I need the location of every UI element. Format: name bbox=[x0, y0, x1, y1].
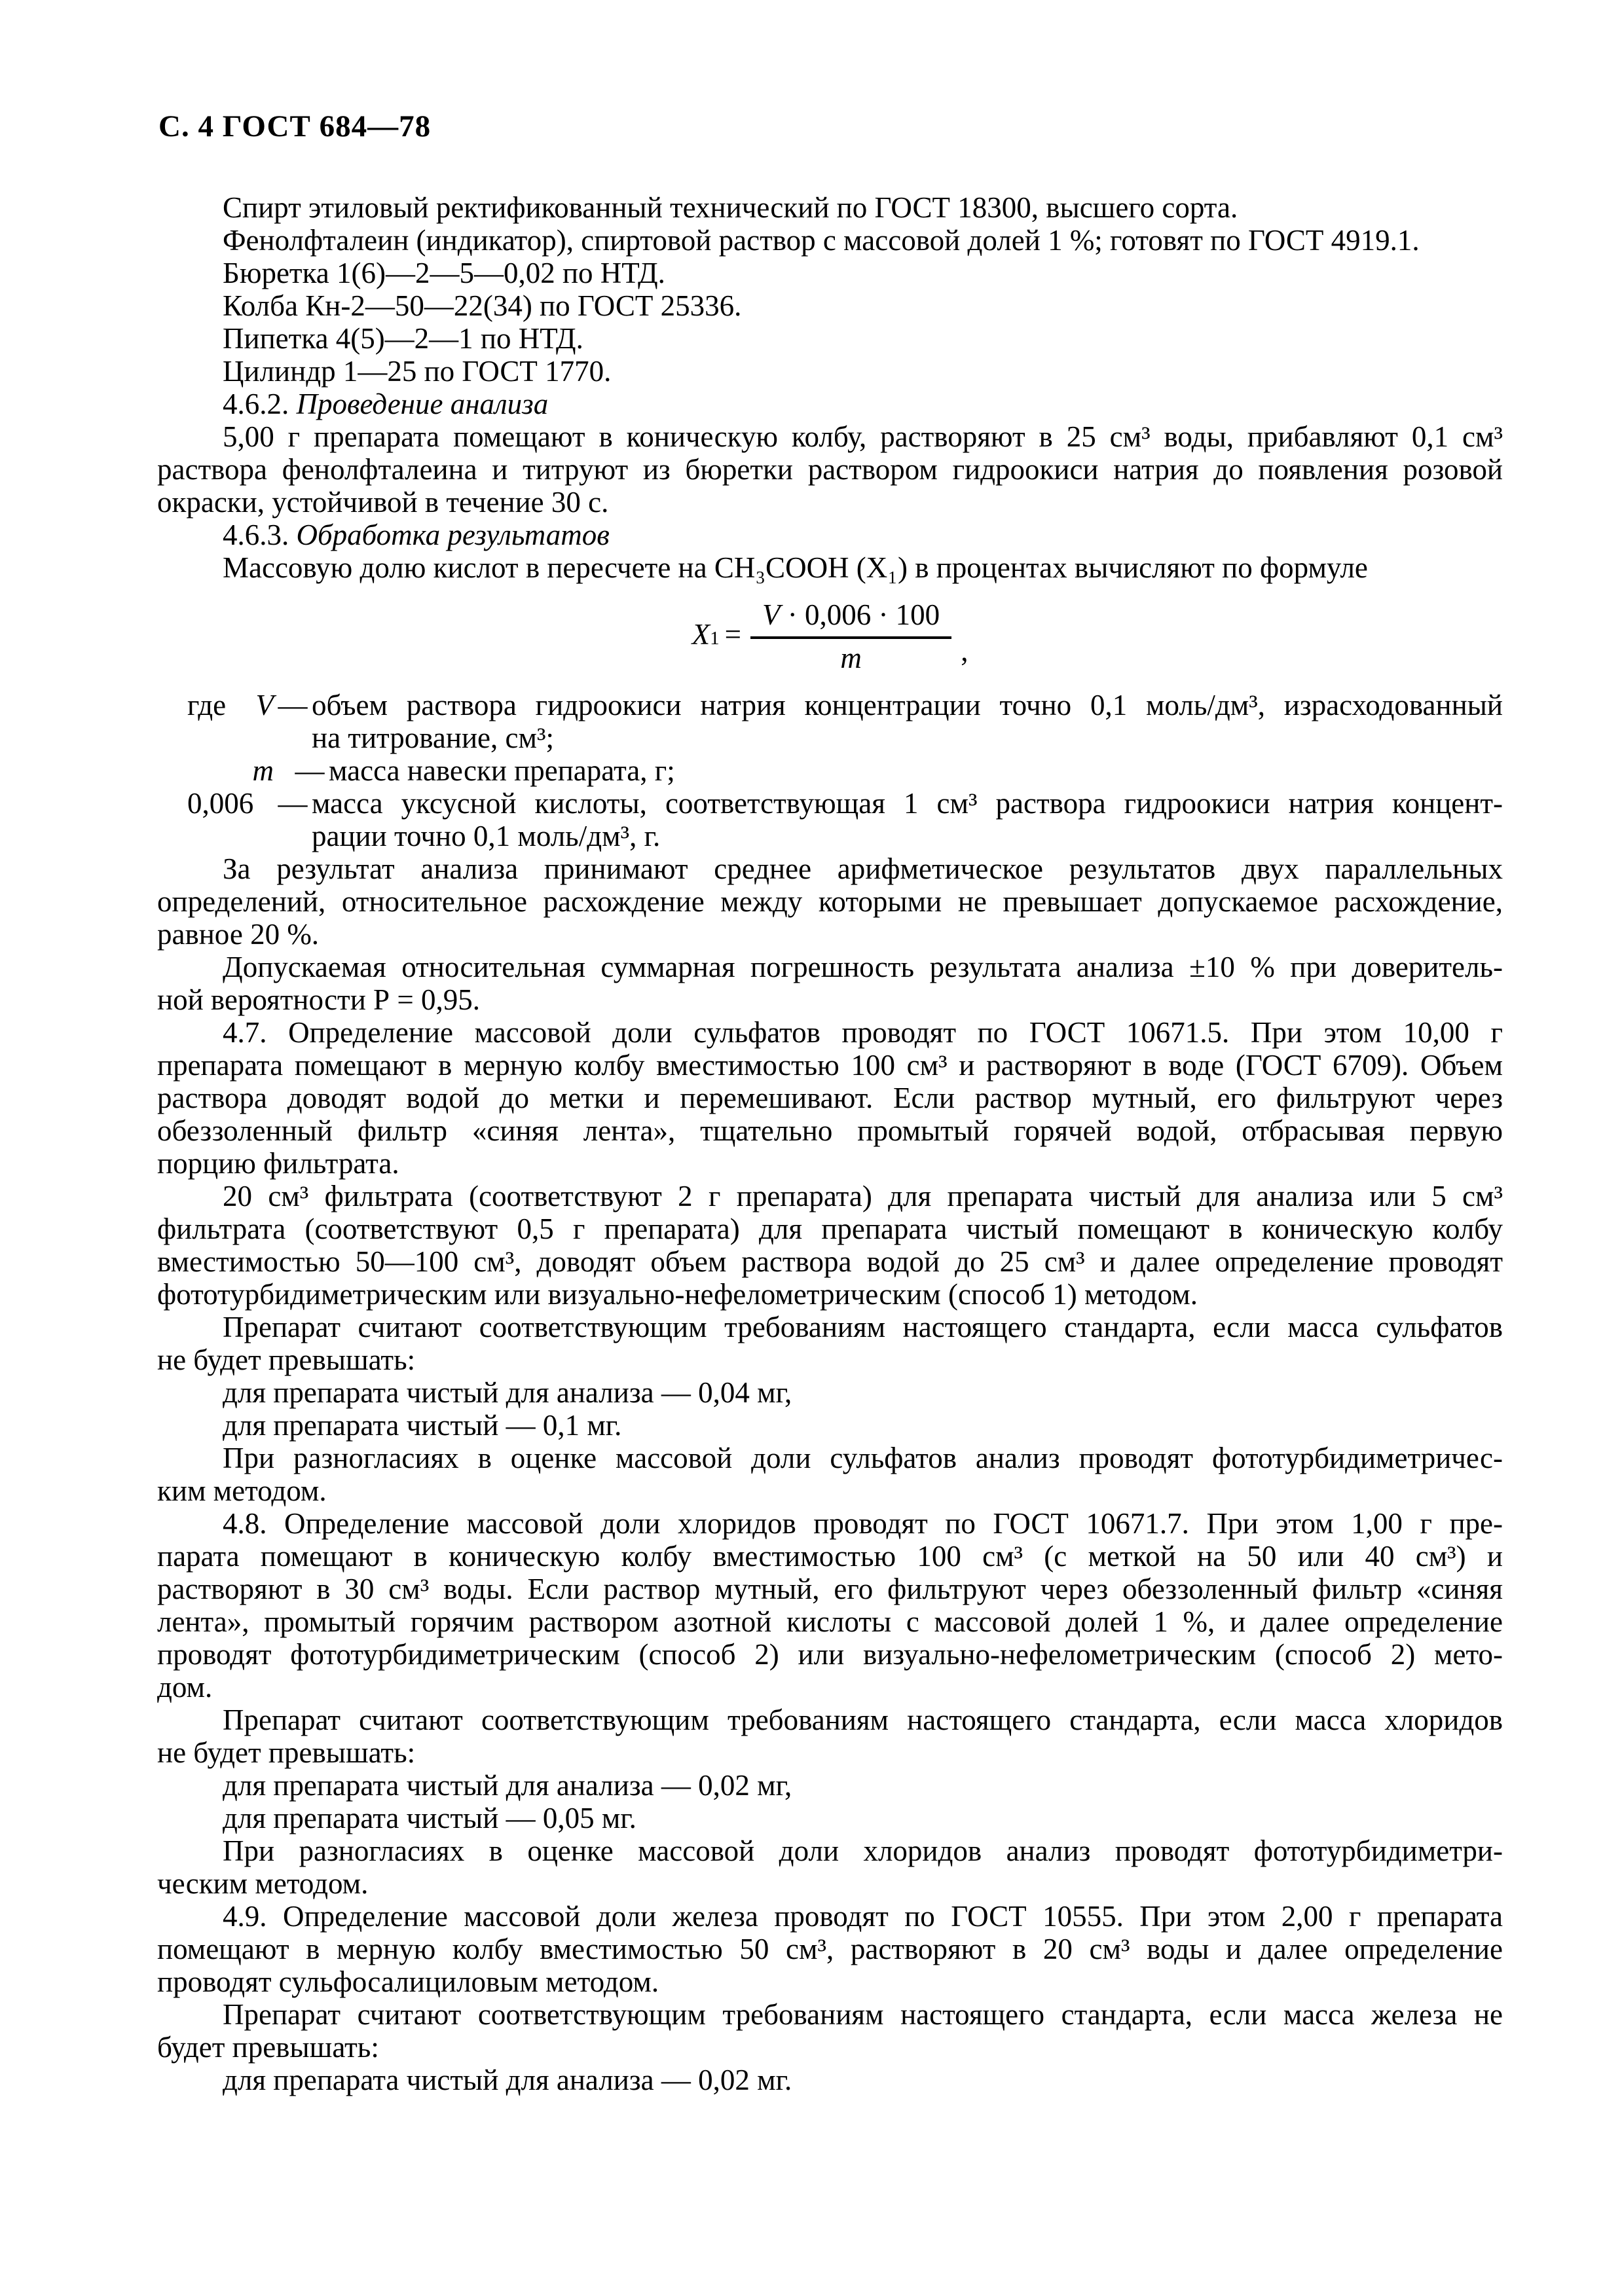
section-heading bbox=[157, 388, 1503, 420]
definition-row bbox=[157, 689, 1503, 754]
definition-term bbox=[187, 787, 274, 852]
definition-line: масса навески препарата, г; bbox=[329, 754, 675, 787]
definition-line: рации точно 0,1 моль/дм³, г. bbox=[312, 820, 661, 852]
page-header: С. 4 ГОСТ 684—78 bbox=[158, 109, 432, 143]
paragraph-line: будет превышать: bbox=[157, 2031, 379, 2064]
paragraph-line: определений, относительное расхождение между которыми не превышает допускаемое расхождение, bbox=[157, 885, 1503, 918]
paragraph-line: За результат анализа принимают среднее арифметическое результатов двух параллельных bbox=[223, 852, 1503, 885]
paragraph-line: вместимостью 50—100 см³, доводят объем раствора водой до 25 см³ и далее определение проводят bbox=[157, 1245, 1503, 1278]
text-line: Бюретка 1(6)—2—5—0,02 по НТД. bbox=[223, 257, 665, 289]
section-heading bbox=[157, 519, 1503, 551]
definition-text bbox=[329, 754, 1503, 787]
paragraph-line: Препарат считают соответствующим требованиям настоящего стандарта, если масса железа не bbox=[223, 1998, 1503, 2031]
definition-text bbox=[312, 787, 1503, 852]
paragraph-line: окраски, устойчивой в течение 30 с. bbox=[157, 486, 609, 519]
paragraph-line: ной вероятности Р = 0,95. bbox=[157, 983, 480, 1016]
text-line: Пипетка 4(5)—2—1 по НТД. bbox=[223, 322, 583, 355]
text-line: Цилиндр 1—25 по ГОСТ 1770. bbox=[223, 355, 612, 388]
paragraph-line: Допускаемая относительная суммарная погрешность результата анализа ±10 % при доверитель- bbox=[223, 951, 1503, 983]
paragraph-line: При разногласиях в оценке массовой доли сульфатов анализ проводят фототурбидиметричес- bbox=[223, 1442, 1503, 1474]
text-line: Фенолфталеин (индикатор), спиртовой раствор с массовой долей 1 %; готовят по ГОСТ 4919.1. bbox=[223, 224, 1420, 257]
paragraph-line: раствора фенолфталеина и титруют из бюретки раствором гидроокиси натрия до появления розовой bbox=[157, 453, 1503, 486]
text-line: для препарата чистый для анализа — 0,04 мг, bbox=[223, 1376, 792, 1409]
text-line: Спирт этиловый ректификованный технический по ГОСТ 18300, высшего сорта. bbox=[223, 191, 1238, 224]
definition-row bbox=[157, 787, 1503, 852]
definition-term bbox=[187, 689, 274, 754]
fraction-denominator bbox=[840, 639, 862, 674]
paragraph-line: 4.7. Определение массовой доли сульфатов проводят по ГОСТ 10671.5. При этом 10,00 г bbox=[223, 1016, 1503, 1049]
paragraph-line: фильтрата (соответствуют 0,5 г препарата) для препарата чистый помещают в коническую колбу bbox=[157, 1212, 1503, 1245]
section-number: 4.6.2. bbox=[223, 388, 297, 420]
paragraph-line: раствора доводят водой до метки и перемешивают. Если раствор мутный, его фильтруют через bbox=[157, 1082, 1503, 1114]
paragraph-line: дом. bbox=[157, 1671, 213, 1704]
definition-line: на титрование, см³; bbox=[312, 721, 554, 754]
paragraph-line: фототурбидиметрическим или визуально-нефелометрическим (способ 1) методом. bbox=[157, 1278, 1198, 1311]
paragraph-line: 4.8. Определение массовой доли хлоридов проводят по ГОСТ 10671.7. При этом 1,00 г пре- bbox=[223, 1507, 1503, 1540]
definition-line: масса уксусной кислоты, соответствующая 1 см³ раствора гидроокиси натрия концент- bbox=[312, 787, 1503, 820]
definition-term bbox=[187, 754, 291, 787]
paragraph-line: помещают в мерную колбу вместимостью 50 см³, растворяют в 20 см³ воды и далее определение bbox=[157, 1933, 1503, 1965]
definition-dash: — bbox=[278, 689, 308, 721]
definition-row bbox=[157, 754, 1503, 787]
formula-variable: X bbox=[691, 618, 710, 651]
paragraph-line: При разногласиях в оценке массовой доли хлоридов анализ проводят фототурбидиметри- bbox=[223, 1834, 1503, 1867]
paragraph-line: ким методом. bbox=[157, 1474, 327, 1507]
paragraph-line: парата помещают в коническую колбу вместимостью 100 см³ (с меткой на 50 или 40 см³) и bbox=[157, 1540, 1503, 1573]
text-line: для препарата чистый — 0,1 мг. bbox=[223, 1409, 622, 1442]
paragraph-line: 20 см³ фильтрата (соответствуют 2 г препарата) для препарата чистый для анализа или 5 см³ bbox=[223, 1180, 1503, 1212]
paragraph-line: 4.9. Определение массовой доли железа проводят по ГОСТ 10555. При этом 2,00 г препарата bbox=[223, 1900, 1503, 1933]
definition-label: где bbox=[187, 689, 227, 721]
paragraph-line: препарата помещают в мерную колбу вместимостью 100 см³ и растворяют в воде (ГОСТ 6709). Объем bbox=[157, 1049, 1503, 1082]
formula-lhs bbox=[692, 618, 746, 655]
definition-dash: — bbox=[278, 787, 308, 820]
text-line: для препарата чистый для анализа — 0,02 мг. bbox=[223, 2064, 792, 2096]
paragraph-line: равное 20 %. bbox=[157, 918, 320, 951]
paragraph-line: проводят сульфосалициловым методом. bbox=[157, 1965, 659, 1998]
formula-block bbox=[157, 584, 1503, 689]
definition-label: 0,006 bbox=[187, 787, 254, 820]
equals-sign: = bbox=[724, 618, 741, 651]
definition-dash: — bbox=[295, 754, 325, 787]
formula-comma: , bbox=[961, 634, 968, 667]
paragraph-line: порцию фильтрата. bbox=[157, 1147, 399, 1180]
text-line: Колба Кн-2—50—22(34) по ГОСТ 25336. bbox=[223, 289, 742, 322]
section-number: 4.6.3. bbox=[223, 519, 297, 551]
denominator-variable: m bbox=[840, 642, 862, 674]
text-line: для препарата чистый — 0,05 мг. bbox=[223, 1802, 636, 1834]
paragraph-line: лента», промытый горячим раствором азотной кислоты с массовой долей 1 %, и далее определение bbox=[157, 1605, 1503, 1638]
definition-variable: V bbox=[255, 689, 274, 721]
paragraph-line: проводят фототурбидиметрическим (способ 2) или визуально-нефелометрическим (способ 2) мето- bbox=[157, 1638, 1503, 1671]
text-line: Массовую долю кислот в пересчете на СН₃СООН (Х₁) в процентах вычисляют по формуле bbox=[223, 551, 1368, 584]
paragraph-line: не будет превышать: bbox=[157, 1736, 416, 1769]
paragraph-line: Препарат считают соответствующим требованиям настоящего стандарта, если масса сульфатов bbox=[223, 1311, 1503, 1343]
section-title: Обработка результатов bbox=[296, 519, 610, 551]
paragraph-line: не будет превышать: bbox=[157, 1343, 416, 1376]
paragraph-line: растворяют в 30 см³ воды. Если раствор мутный, его фильтруют через обеззоленный фильтр «синяя bbox=[157, 1573, 1503, 1605]
document-content bbox=[157, 191, 1503, 2096]
paragraph-line: обеззоленный фильтр «синяя лента», тщательно промытый горячей водой, отбрасывая первую bbox=[157, 1114, 1503, 1147]
paragraph-line: ческим методом. bbox=[157, 1867, 369, 1900]
definition-line: объем раствора гидроокиси натрия концентрации точно 0,1 моль/дм³, израсходованный bbox=[312, 689, 1503, 721]
definition-text bbox=[312, 689, 1503, 754]
fraction-numerator: V · 0,006 · 100 bbox=[750, 598, 951, 639]
paragraph-line: Препарат считают соответствующим требованиям настоящего стандарта, если масса хлоридов bbox=[223, 1704, 1503, 1736]
definition-variable: m bbox=[252, 754, 274, 787]
text-line: для препарата чистый для анализа — 0,02 мг, bbox=[223, 1769, 792, 1802]
fraction bbox=[750, 598, 951, 674]
paragraph-line: 5,00 г препарата помещают в коническую колбу, растворяют в 25 см³ воды, прибавляют 0,1 см³ bbox=[223, 420, 1503, 453]
numerator-variable: V bbox=[762, 598, 781, 631]
formula-subscript: 1 bbox=[710, 628, 720, 649]
section-title: Проведение анализа bbox=[296, 388, 549, 420]
